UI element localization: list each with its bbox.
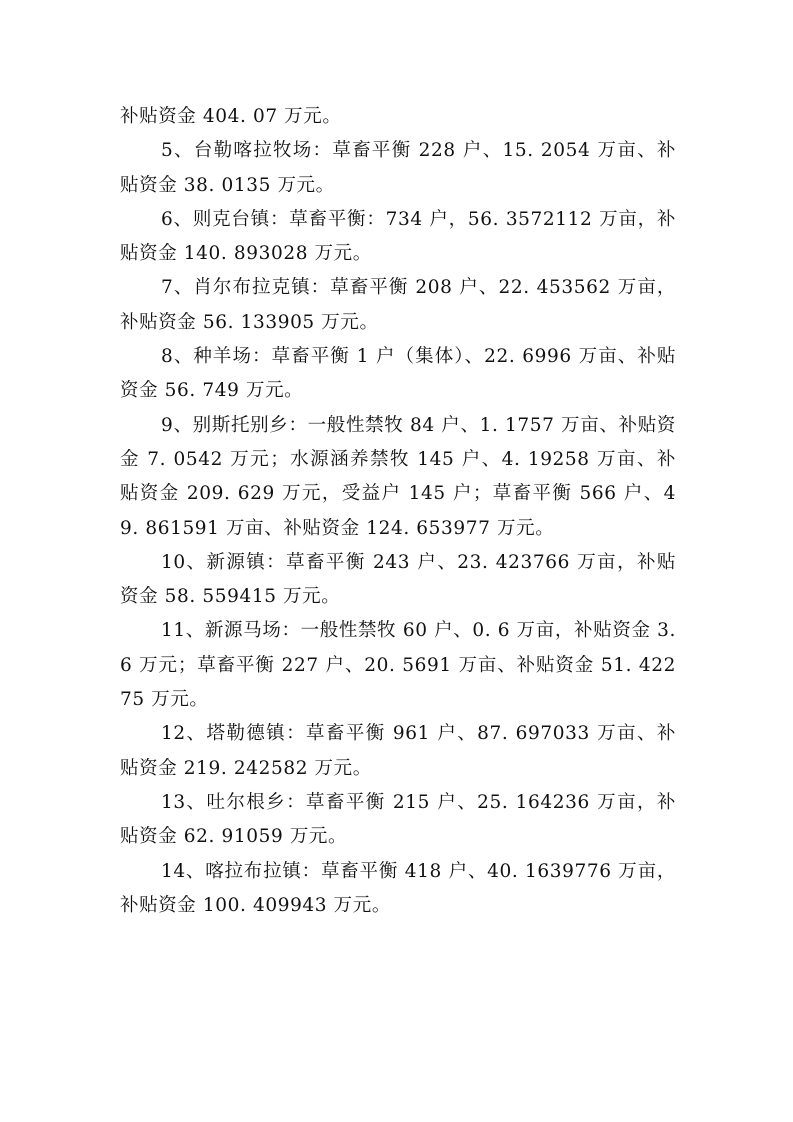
paragraph-item-14: 14、喀拉布拉镇：草畜平衡 418 户、40. 1639776 万亩，补贴资金 100. 409943 万元。 (120, 860, 676, 916)
paragraph-item-7: 7、肖尔布拉克镇：草畜平衡 208 户、22. 453562 万亩，补贴资金 56. 133905 万元。 (120, 277, 676, 333)
paragraph-item-5: 5、台勒喀拉牧场：草畜平衡 228 户、15. 2054 万亩、补贴资金 38. 0135 万元。 (120, 140, 676, 196)
paragraph-item-9: 9、别斯托别乡：一般性禁牧 84 户、1. 1757 万亩、补贴资金 7. 0542 万元；水源涵养禁牧 145 户、4. 19258 万亩、补贴资金 209. 629 万元，受益户 145 户；草畜平衡 566 户、49. 861591 万亩、补贴资金 124. 653977 万元。 (120, 414, 676, 539)
paragraph-item-10: 10、新源镇：草畜平衡 243 户、23. 423766 万亩，补贴资金 58. 559415 万元。 (120, 551, 676, 608)
paragraph-item-13: 13、吐尔根乡：草畜平衡 215 户、25. 164236 万亩，补贴资金 62. 91059 万元。 (120, 791, 676, 848)
paragraph-item-11: 11、新源马场：一般性禁牧 60 户、0. 6 万亩，补贴资金 3. 6 万元；草畜平衡 227 户、20. 5691 万亩、补贴资金 51. 42275 万元。 (120, 620, 676, 711)
document-body (120, 100, 676, 923)
paragraph-item-8: 8、种羊场：草畜平衡 1 户（集体）、22. 6996 万亩、补贴资金 56. 749 万元。 (120, 346, 676, 402)
paragraph-item-6: 6、则克台镇：草畜平衡：734 户，56. 3572112 万亩，补贴资金 140. 893028 万元。 (120, 208, 676, 265)
paragraph-item-12: 12、塔勒德镇：草畜平衡 961 户、87. 697033 万亩、补贴资金 219. 242582 万元。 (120, 723, 676, 779)
paragraph-continuation: 补贴资金 404. 07 万元。 (120, 106, 342, 127)
